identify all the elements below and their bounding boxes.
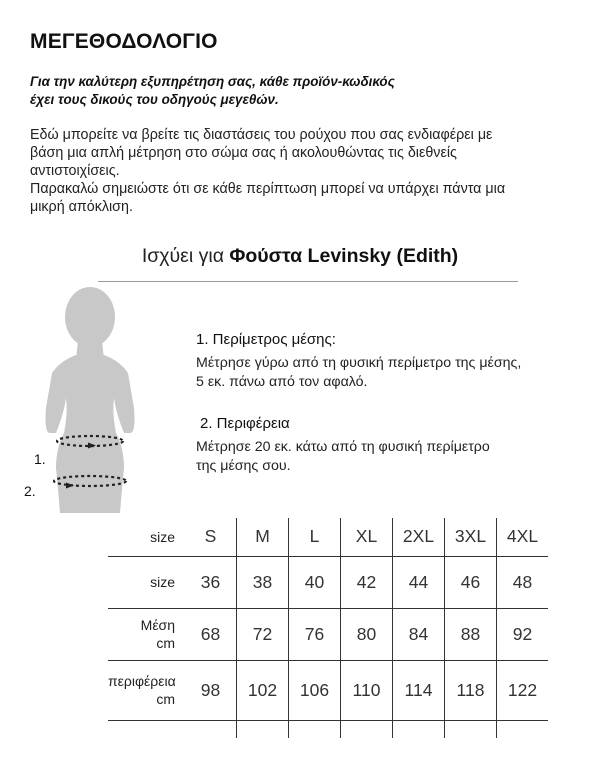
table-cell: 114 [393,660,445,720]
description-line: αντιστοιχίσεις. [30,163,120,179]
description-line: βάση μια απλή μέτρηση στο σώμα σας ή ακολουθώντας τις διεθνείς [30,145,457,161]
table-cell: 122 [497,660,549,720]
hips-measure-title: 2. Περιφέρεια [200,415,290,432]
table-cell: 46 [445,556,497,608]
description-line: Εδώ μπορείτε να βρείτε τις διαστάσεις του ρούχου που σας ενδιαφέρει με [30,127,493,143]
table-cell-empty [289,720,341,738]
table-cell-empty [497,720,549,738]
table-cell: 36 [185,556,237,608]
hips-measure-line: Μέτρησε 20 εκ. κάτω από τη φυσική περίμετρο [196,439,490,455]
table-cell: 4XL [497,518,549,556]
table-cell: M [237,518,289,556]
waist-measure-line: 5 εκ. πάνω από τον αφαλό. [196,374,368,390]
table-cell: 44 [393,556,445,608]
table-cell-empty [237,720,289,738]
table-cell-empty [445,720,497,738]
table-cell: 84 [393,608,445,660]
row-label [108,518,185,556]
table-cell: 118 [445,660,497,720]
table-cell-empty [393,720,445,738]
table-cell-empty [185,720,237,738]
description-line: μικρή απόκλιση. [30,199,133,215]
description-line: Παρακαλώ σημειώστε ότι σε κάθε περίπτωση μπορεί να υπάρχει πάντα μια [30,181,506,197]
table-cell: 48 [497,556,549,608]
table-cell-empty [341,720,393,738]
hips-measure-text [196,438,576,476]
table-cell: 68 [185,608,237,660]
table-cell: 92 [497,608,549,660]
table-cell: 88 [445,608,497,660]
row-label [108,556,185,608]
row-label-text: size [150,574,175,590]
table-row [108,608,548,660]
table-cell: 3XL [445,518,497,556]
table-cell: 76 [289,608,341,660]
product-heading [0,245,600,268]
waist-measure-text [196,354,576,392]
figure-label-2: 2. [24,483,36,499]
table-cell: 38 [237,556,289,608]
row-label [108,660,185,720]
table-cell: 40 [289,556,341,608]
table-row [108,556,548,608]
table-cell: 102 [237,660,289,720]
waist-measure-line: Μέτρησε γύρω από τη φυσική περίμετρο της μέσης, [196,355,522,371]
page-title: ΜΕΓΕΘΟΔΟΛΟΓΙΟ [30,30,218,53]
table-cell: 80 [341,608,393,660]
table-cell: 72 [237,608,289,660]
row-label-text: Μέση [140,617,175,633]
table-cell: S [185,518,237,556]
row-label-unit: cm [156,635,175,651]
intro-text [30,73,570,109]
product-prefix: Ισχύει για [141,245,224,267]
divider [98,281,518,282]
product-name: Φούστα Levinsky (Edith) [229,245,459,267]
table-cell: 106 [289,660,341,720]
table-row [108,660,548,720]
table-cell: L [289,518,341,556]
table-row-empty [108,720,548,738]
figure-label-1: 1. [34,451,46,467]
table-cell: 110 [341,660,393,720]
hips-measure-line: της μέσης σου. [196,458,291,474]
table-cell: 2XL [393,518,445,556]
table-row [108,518,548,556]
waist-measure-title: 1. Περίμετρος μέσης: [196,331,336,348]
intro-line: Για την καλύτερη εξυπηρέτηση σας, κάθε προϊόν-κωδικός [30,74,395,89]
intro-line: έχει τους δικούς του οδηγούς μεγεθών. [30,92,279,107]
size-table [108,518,548,738]
body-silhouette-figure [20,283,160,523]
table-cell: 98 [185,660,237,720]
row-label [108,608,185,660]
row-label-unit: cm [156,691,175,707]
row-label-text: περιφέρεια [108,673,176,689]
table-cell: 42 [341,556,393,608]
description-text [30,126,570,216]
row-label-text: size [150,528,175,545]
table-cell: XL [341,518,393,556]
